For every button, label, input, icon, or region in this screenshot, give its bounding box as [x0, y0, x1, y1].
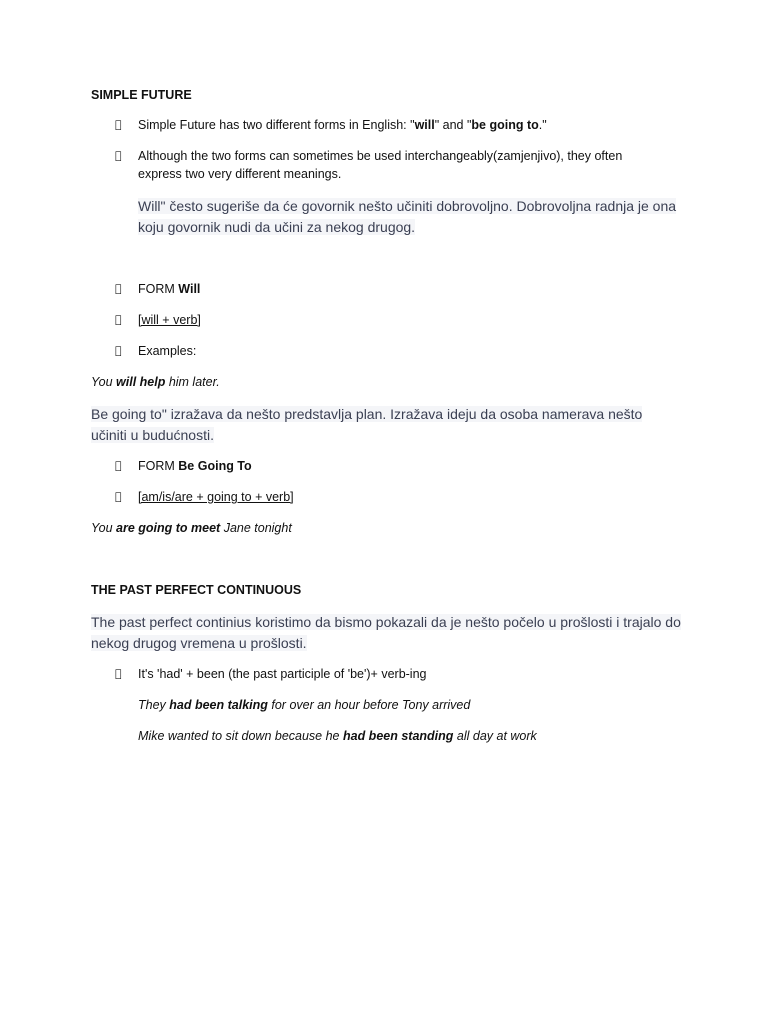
example-going-to: You are going to meet Jane tonight — [91, 521, 292, 535]
bullet-text-two-forms: Simple Future has two different forms in English: "will" and "be going to." — [138, 118, 547, 132]
note-going-to-meaning: Be going to" izražava da nešto predstavlja plan. Izražava ideju da osoba namerava nešto učiniti u budućnosti. — [91, 406, 643, 443]
bullet-icon — [115, 457, 122, 475]
past-perfect-rule: It's 'had' + been (the past participle of 'be')+ verb-ing — [138, 667, 427, 681]
bullet-icon — [115, 147, 122, 165]
note-past-perfect-continuous: The past perfect continius koristimo da bismo pokazali da je nešto počelo u prošlosti i trajalo do nekog drugog vremena u prošlosti. — [91, 614, 681, 651]
bullet-icon — [115, 116, 122, 134]
example-had-been-talking: They had been talking for over an hour before Tony arrived — [138, 698, 471, 712]
example-had-been-standing: Mike wanted to sit down because he had been standing all day at work — [138, 729, 537, 743]
bullet-icon — [115, 665, 122, 683]
going-to-formula: [am/is/are + going to + verb] — [138, 490, 294, 504]
bullet-text-interchangeably: Although the two forms can sometimes be used interchangeably(zamjenjivo), they often express two very different meanings. — [138, 149, 623, 181]
bullet-icon — [115, 280, 122, 298]
section-heading-simple-future: SIMPLE FUTURE — [91, 88, 192, 102]
examples-label: Examples: — [138, 344, 197, 358]
bullet-icon — [115, 342, 122, 360]
form-going-to-label: FORM Be Going To — [138, 459, 252, 473]
section-heading-past-perfect-continuous: THE PAST PERFECT CONTINUOUS — [91, 583, 302, 597]
bullet-icon — [115, 488, 122, 506]
note-will-meaning: Will" često sugeriše da će govornik nešto učiniti dobrovoljno. Dobrovoljna radnja je ona koju govornik nudi da učini za nekog drugog. — [138, 198, 677, 235]
bullet-icon — [115, 311, 122, 329]
will-formula: [will + verb] — [138, 313, 201, 327]
form-will-label: FORM Will — [138, 282, 201, 296]
example-will: You will help him later. — [91, 375, 220, 389]
